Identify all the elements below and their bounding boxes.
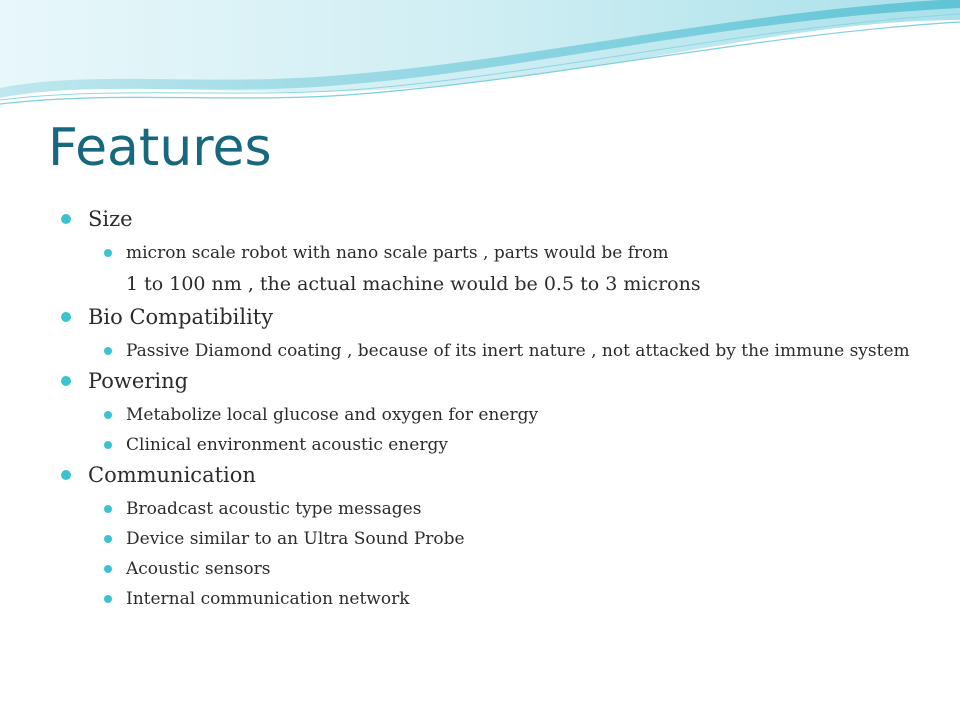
size-range-text: 1 to 100 nm , the actual machine would be 0.5 to 3 microns <box>126 273 701 295</box>
sub-bullet-acoustic-sensors: Acoustic sensors <box>60 558 920 580</box>
bullet-communication: Communication <box>60 460 920 490</box>
sub-bullet-acoustic-energy: Clinical environment acoustic energy <box>60 434 920 456</box>
slide-title: Features <box>48 118 272 178</box>
bullet-bio-compatibility: Bio Compatibility <box>60 302 920 332</box>
bullet-size: Size <box>60 204 920 234</box>
sub-bullet-diamond-coating: Passive Diamond coating , because of its inert nature , not attacked by the immune system <box>60 340 920 362</box>
sub-bullet-internal-network: Internal communication network <box>60 588 920 610</box>
sub-bullet-glucose: Metabolize local glucose and oxygen for energy <box>60 404 920 426</box>
bullet-list <box>60 204 920 610</box>
sub-bullet-size-description: micron scale robot with nano scale parts , parts would be from <box>60 242 920 264</box>
header-wave-decoration <box>0 0 960 110</box>
sub-bullet-broadcast: Broadcast acoustic type messages <box>60 498 920 520</box>
sub-bullet-ultrasound-probe: Device similar to an Ultra Sound Probe <box>60 528 920 550</box>
bullet-powering: Powering <box>60 366 920 396</box>
